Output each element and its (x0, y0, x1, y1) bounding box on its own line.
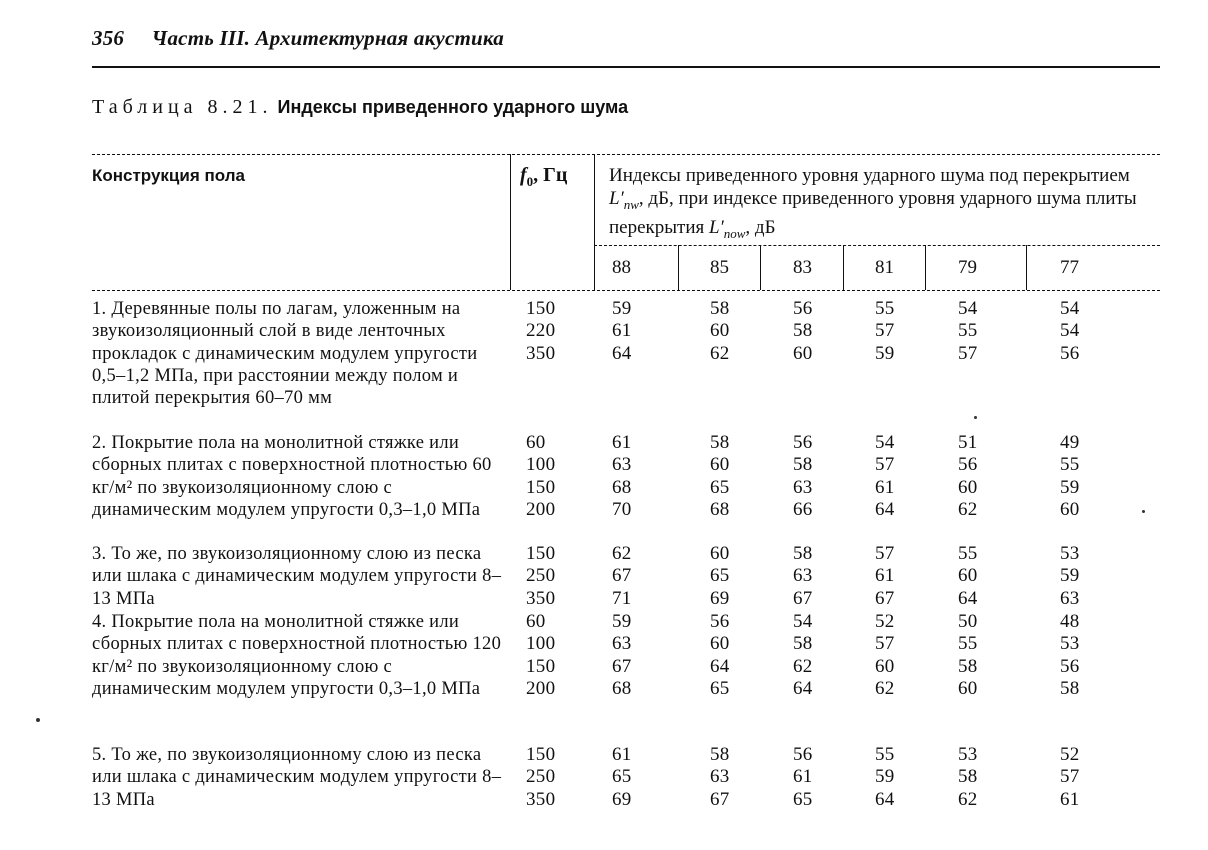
value-cell: 55 (958, 633, 978, 655)
value-cell: 56 (958, 454, 978, 476)
column-divider (510, 154, 511, 290)
row-1-col-79 (958, 298, 978, 365)
row-3-col-79 (958, 543, 978, 610)
value-cell: 53 (1060, 543, 1080, 564)
value-cell: 48 (1060, 611, 1080, 632)
value-cell: 61 (793, 766, 813, 788)
value-cell: 54 (1060, 298, 1080, 319)
lnw-subscript: nw (623, 196, 639, 212)
value-cell: 58 (793, 320, 813, 342)
row-2-col-88 (612, 432, 632, 521)
value-cell: 64 (875, 788, 895, 810)
value-cell: 60 (958, 677, 978, 699)
value-cell: 60 (793, 342, 813, 364)
row-2-f0 (526, 432, 555, 521)
value-cell: 58 (710, 298, 730, 319)
value-cell: 60 (1060, 498, 1080, 520)
value-cell: 65 (710, 476, 730, 498)
row-3-col-88 (612, 543, 632, 610)
row-5-col-85 (710, 744, 730, 811)
value-cell: 68 (612, 677, 632, 699)
f0-value: 100 (526, 633, 556, 655)
lnw-symbol: L′ (609, 188, 624, 209)
slab-index-header: 88 (612, 257, 631, 278)
value-cell: 67 (875, 587, 895, 609)
running-header (92, 26, 504, 51)
indices-header-unit: , дБ (745, 216, 776, 238)
value-cell: 62 (612, 543, 632, 564)
f0-value: 150 (526, 298, 556, 319)
row-1-col-85 (710, 298, 730, 365)
value-cell: 62 (710, 342, 730, 364)
row-1-col-77 (1060, 298, 1080, 365)
value-cell: 54 (1060, 320, 1080, 342)
value-cell: 64 (710, 655, 730, 677)
row-3-col-81 (875, 543, 895, 610)
value-cell: 60 (710, 454, 730, 476)
value-cell: 55 (958, 543, 978, 564)
row-4-col-88 (612, 611, 632, 700)
row-4-description: 4. Покрытие пола на монолитной стяжке или сборных плитах с поверхностной плотностью 120 кг/м² по звукоизоляционному слою с динамическим модулем упругости 0,3–1,0 МПа (92, 612, 502, 699)
value-cell: 55 (875, 744, 895, 765)
table-title: Индексы приведенного ударного шума (277, 97, 629, 117)
f0-symbol: f (520, 164, 527, 186)
value-cell: 61 (875, 565, 895, 587)
value-cell: 61 (612, 744, 632, 765)
value-cell: 52 (1060, 744, 1080, 765)
value-cell: 51 (958, 432, 978, 453)
value-cell: 69 (710, 587, 730, 609)
slab-index-header: 81 (875, 257, 894, 278)
value-cell: 54 (793, 611, 813, 632)
value-cell: 64 (612, 342, 632, 364)
page-number: 356 (92, 26, 125, 50)
value-cell: 58 (793, 454, 813, 476)
value-cell: 69 (612, 788, 632, 810)
value-cell: 58 (1060, 677, 1080, 699)
header-bottom-rule (92, 290, 1160, 291)
value-cell: 67 (793, 587, 813, 609)
value-cell: 58 (710, 432, 730, 453)
value-cell: 56 (793, 298, 813, 319)
row-4-col-81 (875, 611, 895, 700)
f0-value: 100 (526, 454, 556, 476)
value-cell: 59 (875, 766, 895, 788)
value-cell: 53 (958, 744, 978, 765)
value-cell: 62 (958, 498, 978, 520)
value-cell: 60 (958, 565, 978, 587)
value-cell: 61 (1060, 788, 1080, 810)
value-cell: 71 (612, 587, 632, 609)
column-divider (1026, 245, 1027, 290)
column-divider (843, 245, 844, 290)
value-cell: 59 (612, 611, 632, 632)
row-2-col-77 (1060, 432, 1080, 521)
column-divider (760, 245, 761, 290)
row-5-col-81 (875, 744, 895, 811)
value-cell: 64 (958, 587, 978, 609)
value-cell: 49 (1060, 432, 1080, 453)
row-1-col-88 (612, 298, 632, 365)
value-cell: 60 (958, 476, 978, 498)
row-4-col-77 (1060, 611, 1080, 700)
f0-value: 200 (526, 498, 556, 520)
value-cell: 65 (793, 788, 813, 810)
value-cell: 57 (875, 633, 895, 655)
value-cell: 57 (1060, 766, 1080, 788)
value-cell: 63 (612, 633, 632, 655)
value-cell: 56 (710, 611, 730, 632)
value-cell: 67 (612, 655, 632, 677)
header-f0 (520, 164, 567, 190)
value-cell: 56 (793, 744, 813, 765)
row-2-col-79 (958, 432, 978, 521)
slab-index-header: 85 (710, 257, 729, 278)
value-cell: 54 (875, 432, 895, 453)
slab-index-header: 79 (958, 257, 977, 278)
value-cell: 59 (1060, 565, 1080, 587)
row-5-col-88 (612, 744, 632, 811)
f0-value: 200 (526, 677, 556, 699)
row-5-description: 5. То же, по звукоизоляционному слою из песка или шлака с динамическим модулем упругости 8–13 МПа (92, 745, 502, 810)
column-divider (678, 245, 679, 290)
value-cell: 62 (875, 677, 895, 699)
row-2-description: 2. Покрытие пола на монолитной стяжке или сборных плитах с поверхностной плотностью 60 кг/м² по звукоизоляционному слою с динамическим модулем упругости 0,3–1,0 МПа (92, 433, 492, 520)
value-cell: 59 (612, 298, 632, 319)
value-cell: 67 (612, 565, 632, 587)
value-cell: 57 (875, 320, 895, 342)
table-top-rule (92, 154, 1160, 155)
value-cell: 56 (1060, 655, 1080, 677)
value-cell: 68 (612, 476, 632, 498)
row-5-col-79 (958, 744, 978, 811)
scan-speck (1142, 510, 1145, 513)
row-5-f0 (526, 744, 555, 811)
row-3-f0 (526, 543, 555, 610)
value-cell: 58 (958, 766, 978, 788)
value-cell: 62 (793, 655, 813, 677)
row-1-col-81 (875, 298, 895, 365)
f0-subscript: 0 (526, 174, 534, 189)
value-cell: 70 (612, 498, 632, 520)
value-cell: 59 (1060, 476, 1080, 498)
value-cell: 60 (875, 655, 895, 677)
value-cell: 57 (875, 543, 895, 564)
slab-index-header: 77 (1060, 257, 1079, 278)
value-cell: 64 (875, 498, 895, 520)
table-label: Таблица 8.21. (92, 96, 273, 118)
value-cell: 54 (958, 298, 978, 319)
value-cell: 63 (1060, 587, 1080, 609)
column-divider (594, 154, 595, 290)
scan-speck (974, 416, 977, 419)
value-cell: 56 (793, 432, 813, 453)
value-cell: 65 (710, 565, 730, 587)
value-cell: 58 (793, 633, 813, 655)
lnow-subscript: now (723, 225, 746, 241)
value-cell: 57 (875, 454, 895, 476)
f0-value: 350 (526, 587, 556, 609)
value-cell: 62 (958, 788, 978, 810)
value-cell: 61 (612, 432, 632, 453)
slab-index-header: 83 (793, 257, 812, 278)
row-1-f0 (526, 298, 555, 365)
value-cell: 58 (958, 655, 978, 677)
value-cell: 61 (612, 320, 632, 342)
header-construction: Конструкция пола (92, 166, 245, 185)
f0-value: 150 (526, 744, 556, 765)
row-3-col-77 (1060, 543, 1080, 610)
row-1-description: 1. Деревянные полы по лагам, уложенным на звукоизоляционный слой в виде ленточных прокладок с динамическим модулем упругости 0,5–1,2 МПа, при расстоянии между полом и плитой перекрытия 60–70 мм (92, 299, 478, 409)
scan-speck (36, 718, 40, 722)
row-4-col-83 (793, 611, 813, 700)
f0-value: 250 (526, 766, 556, 788)
lnow-symbol: L′ (709, 216, 724, 238)
value-cell: 58 (710, 744, 730, 765)
value-cell: 60 (710, 543, 730, 564)
value-cell: 59 (875, 342, 895, 364)
value-cell: 65 (710, 677, 730, 699)
row-3-col-83 (793, 543, 813, 610)
value-cell: 50 (958, 611, 978, 632)
value-cell: 64 (793, 677, 813, 699)
value-cell: 60 (710, 633, 730, 655)
value-cell: 61 (875, 476, 895, 498)
value-cell: 56 (1060, 342, 1080, 364)
value-cell: 63 (710, 766, 730, 788)
indices-header-text: Индексы приведенного уровня ударного шума под перекрытием (609, 165, 1130, 186)
row-2-col-83 (793, 432, 813, 521)
value-cell: 65 (612, 766, 632, 788)
row-3-description: 3. То же, по звукоизоляционному слою из песка или шлака с динамическим модулем упругости 8–13 МПа (92, 544, 502, 609)
column-divider (925, 245, 926, 290)
value-cell: 57 (958, 342, 978, 364)
value-cell: 55 (958, 320, 978, 342)
row-4-col-85 (710, 611, 730, 700)
f0-value: 220 (526, 320, 556, 342)
value-cell: 55 (875, 298, 895, 319)
table-caption (92, 96, 628, 119)
f0-value: 150 (526, 655, 556, 677)
f0-value: 60 (526, 611, 546, 632)
row-5-col-83 (793, 744, 813, 811)
row-5-col-77 (1060, 744, 1080, 811)
value-cell: 55 (1060, 454, 1080, 476)
indices-header-text: , дБ, при индексе приведенного уровня ударного шума плиты перекрытия (609, 188, 1137, 238)
value-cell: 68 (710, 498, 730, 520)
f0-value: 60 (526, 432, 546, 453)
value-cell: 63 (793, 565, 813, 587)
row-3-col-85 (710, 543, 730, 610)
running-title: Часть III. Архитектурная акустика (151, 26, 504, 50)
f0-value: 150 (526, 476, 556, 498)
value-cell: 63 (612, 454, 632, 476)
row-4-f0 (526, 611, 555, 700)
row-2-col-81 (875, 432, 895, 521)
f0-unit: , Гц (533, 164, 568, 186)
value-cell: 60 (710, 320, 730, 342)
row-4-col-79 (958, 611, 978, 700)
value-cell: 52 (875, 611, 895, 632)
row-2-col-85 (710, 432, 730, 521)
value-cell: 66 (793, 498, 813, 520)
row-1-col-83 (793, 298, 813, 365)
value-cell: 67 (710, 788, 730, 810)
value-cell: 58 (793, 543, 813, 564)
value-cell: 53 (1060, 633, 1080, 655)
f0-value: 150 (526, 543, 556, 564)
f0-value: 350 (526, 788, 556, 810)
value-cell: 63 (793, 476, 813, 498)
f0-value: 250 (526, 565, 556, 587)
header-rule (92, 66, 1160, 68)
header-indices (609, 164, 1161, 245)
f0-value: 350 (526, 342, 556, 364)
